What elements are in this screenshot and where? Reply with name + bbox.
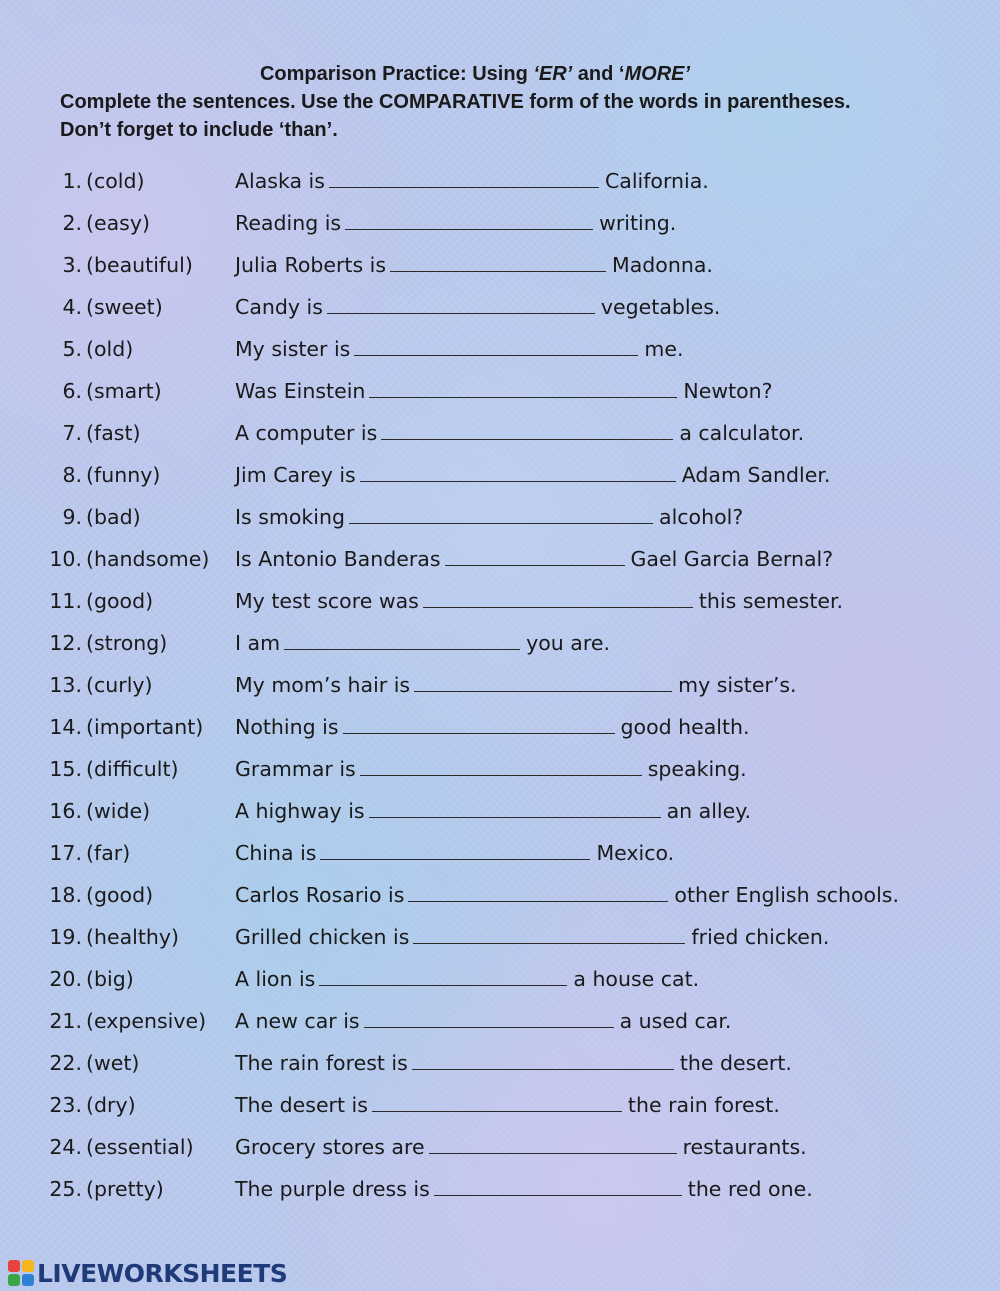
exercise-item [0,160,1000,202]
sentence-end: other English schools. [674,883,899,907]
answer-blank[interactable] [412,1053,674,1070]
sentence-end: me. [644,337,684,361]
sentence-start: The desert is [235,1093,368,1117]
item-number: 16. [49,799,82,823]
exercise-item [0,538,1000,580]
item-adjective: (beautiful) [86,253,193,277]
exercise-item [0,1042,1000,1084]
item-number: 6. [62,379,82,403]
sentence-end: good health. [620,715,750,739]
sentence-end: my sister’s. [678,673,797,697]
item-number: 4. [62,295,82,319]
item-sentence [235,706,750,748]
exercise-item [0,1126,1000,1168]
worksheet-title [0,60,980,88]
sentence-start: Julia Roberts is [235,253,387,277]
sentence-end: vegetables. [600,295,721,319]
answer-blank[interactable] [369,381,677,398]
sentence-end: Madonna. [612,253,713,277]
exercise-item [0,1084,1000,1126]
answer-blank[interactable] [360,465,676,482]
item-sentence [235,1168,813,1210]
sentence-start: Nothing is [235,715,339,739]
sentence-end: Adam Sandler. [681,463,831,487]
answer-blank[interactable] [381,423,673,440]
answer-blank[interactable] [329,171,599,188]
instruction-line-2: Don’t forget to include ‘than’. [60,119,338,141]
sentence-start: Grammar is [235,757,356,781]
item-number: 10. [49,547,82,571]
item-adjective: (far) [86,841,131,865]
sentence-end: you are. [526,631,610,655]
item-number: 18. [49,883,82,907]
answer-blank[interactable] [423,591,693,608]
item-sentence [235,748,747,790]
item-number: 21. [49,1009,82,1033]
item-adjective: (smart) [86,379,162,403]
exercise-item [0,454,1000,496]
sentence-end: a used car. [619,1009,732,1033]
answer-blank[interactable] [413,927,685,944]
sentence-end: California. [604,169,709,193]
sentence-start: Grocery stores are [235,1135,425,1159]
item-sentence [235,832,674,874]
answer-blank[interactable] [327,297,595,314]
answer-blank[interactable] [345,213,593,230]
sentence-start: Is Antonio Banderas [235,547,441,571]
sentence-end: the red one. [687,1177,813,1201]
exercise-item [0,958,1000,1000]
answer-blank[interactable] [284,633,520,650]
item-sentence [235,790,751,832]
exercise-item [0,622,1000,664]
sentence-start: A computer is [235,421,378,445]
exercise-item [0,832,1000,874]
sentence-end: writing. [599,211,677,235]
answer-blank[interactable] [434,1179,682,1196]
sentence-end: the rain forest. [627,1093,780,1117]
item-sentence [235,160,709,202]
item-adjective: (wet) [86,1051,140,1075]
item-number: 25. [49,1177,82,1201]
title-er: ‘ER’ [533,63,573,85]
item-number: 3. [62,253,82,277]
sentence-start: My sister is [235,337,351,361]
sentence-start: Was Einstein [235,379,366,403]
liveworksheets-logo-icon [8,1260,34,1286]
sentence-start: Alaska is [235,169,325,193]
answer-blank[interactable] [320,843,590,860]
answer-blank[interactable] [343,717,615,734]
sentence-end: speaking. [647,757,747,781]
item-sentence [235,244,713,286]
exercise-item [0,664,1000,706]
answer-blank[interactable] [414,675,672,692]
item-sentence [235,1000,731,1042]
sentence-end: this semester. [698,589,844,613]
item-sentence [235,328,683,370]
item-number: 1. [62,169,82,193]
sentence-start: A lion is [235,967,316,991]
item-adjective: (easy) [86,211,150,235]
sentence-end: a calculator. [679,421,805,445]
item-adjective: (expensive) [86,1009,207,1033]
sentence-start: Candy is [235,295,323,319]
item-number: 11. [49,589,82,613]
item-number: 14. [49,715,82,739]
item-sentence [235,958,699,1000]
item-adjective: (funny) [86,463,161,487]
logo-square-blue [22,1274,34,1286]
item-number: 17. [49,841,82,865]
item-sentence [235,1042,792,1084]
sentence-start: The purple dress is [235,1177,430,1201]
sentence-start: Carlos Rosario is [235,883,405,907]
logo-square-red [8,1260,20,1272]
exercise-item [0,580,1000,622]
answer-blank[interactable] [349,507,653,524]
sentence-start: Jim Carey is [235,463,356,487]
item-adjective: (fast) [86,421,141,445]
logo-text: LIVEWORKSHEETS [37,1258,288,1288]
answer-blank[interactable] [369,801,661,818]
item-sentence [235,1084,780,1126]
instruction-line-1: Complete the sentences. Use the COMPARATIVE form of the words in parentheses. [60,91,851,113]
item-adjective: (big) [86,967,134,991]
sentence-end: Mexico. [596,841,675,865]
item-adjective: (wide) [86,799,151,823]
exercise-item [0,1000,1000,1042]
item-number: 9. [62,505,82,529]
sentence-end: Gael Garcia Bernal? [630,547,834,571]
sentence-start: China is [235,841,317,865]
sentence-end: restaurants. [682,1135,807,1159]
item-sentence [235,286,720,328]
logo-square-green [8,1274,20,1286]
item-adjective: (sweet) [86,295,163,319]
item-sentence [235,496,743,538]
answer-blank[interactable] [408,885,668,902]
sentence-start: My mom’s hair is [235,673,411,697]
item-adjective: (important) [86,715,204,739]
item-number: 12. [49,631,82,655]
liveworksheets-logo [8,1258,287,1288]
item-number: 19. [49,925,82,949]
exercise-item [0,244,1000,286]
item-adjective: (pretty) [86,1177,164,1201]
title-and: and ‘ [572,63,625,85]
item-adjective: (difficult) [86,757,179,781]
item-adjective: (good) [86,883,154,907]
answer-blank[interactable] [429,1137,677,1154]
answer-blank[interactable] [390,255,606,272]
sentence-start: A highway is [235,799,365,823]
item-number: 2. [62,211,82,235]
exercise-item [0,370,1000,412]
item-adjective: (healthy) [86,925,180,949]
item-adjective: (essential) [86,1135,194,1159]
logo-square-yellow [22,1260,34,1272]
sentence-end: alcohol? [659,505,744,529]
sentence-end: the desert. [679,1051,792,1075]
item-sentence [235,202,676,244]
answer-blank[interactable] [354,339,638,356]
item-number: 24. [49,1135,82,1159]
exercise-item [0,790,1000,832]
item-adjective: (old) [86,337,134,361]
exercise-item [0,1168,1000,1210]
exercise-item [0,748,1000,790]
sentence-start: The rain forest is [235,1051,408,1075]
exercise-item [0,202,1000,244]
item-sentence [235,370,773,412]
sentence-end: an alley. [666,799,751,823]
item-sentence [235,454,830,496]
exercise-item [0,706,1000,748]
answer-blank[interactable] [319,969,567,986]
sentence-start: Grilled chicken is [235,925,410,949]
answer-blank[interactable] [372,1095,622,1112]
item-number: 13. [49,673,82,697]
title-more: MORE’ [624,63,691,85]
exercise-item [0,496,1000,538]
item-adjective: (bad) [86,505,141,529]
item-adjective: (good) [86,589,154,613]
sentence-start: I am [235,631,281,655]
title-prefix: Comparison Practice: Using [259,63,534,85]
item-number: 8. [62,463,82,487]
item-number: 22. [49,1051,82,1075]
sentence-end: fried chicken. [691,925,830,949]
item-adjective: (cold) [86,169,145,193]
item-sentence [235,1126,807,1168]
item-adjective: (dry) [86,1093,136,1117]
answer-blank[interactable] [445,549,625,566]
sentence-end: a house cat. [573,967,700,991]
sentence-start: A new car is [235,1009,360,1033]
sentence-start: Is smoking [235,505,346,529]
item-number: 5. [62,337,82,361]
exercise-item [0,412,1000,454]
item-number: 15. [49,757,82,781]
item-number: 7. [62,421,82,445]
item-sentence [235,664,797,706]
item-adjective: (handsome) [86,547,210,571]
sentence-start: Reading is [235,211,342,235]
item-sentence [235,538,833,580]
item-adjective: (curly) [86,673,153,697]
item-number: 20. [49,967,82,991]
item-sentence [235,874,899,916]
item-adjective: (strong) [86,631,168,655]
exercise-item [0,916,1000,958]
exercise-item [0,286,1000,328]
item-sentence [235,412,804,454]
answer-blank[interactable] [360,759,642,776]
exercise-item [0,328,1000,370]
item-sentence [235,622,610,664]
worksheet-header [60,60,980,144]
item-sentence [235,580,843,622]
sentence-end: Newton? [683,379,773,403]
sentence-start: My test score was [235,589,419,613]
exercise-item [0,874,1000,916]
item-sentence [235,916,829,958]
answer-blank[interactable] [364,1011,614,1028]
item-number: 23. [49,1093,82,1117]
